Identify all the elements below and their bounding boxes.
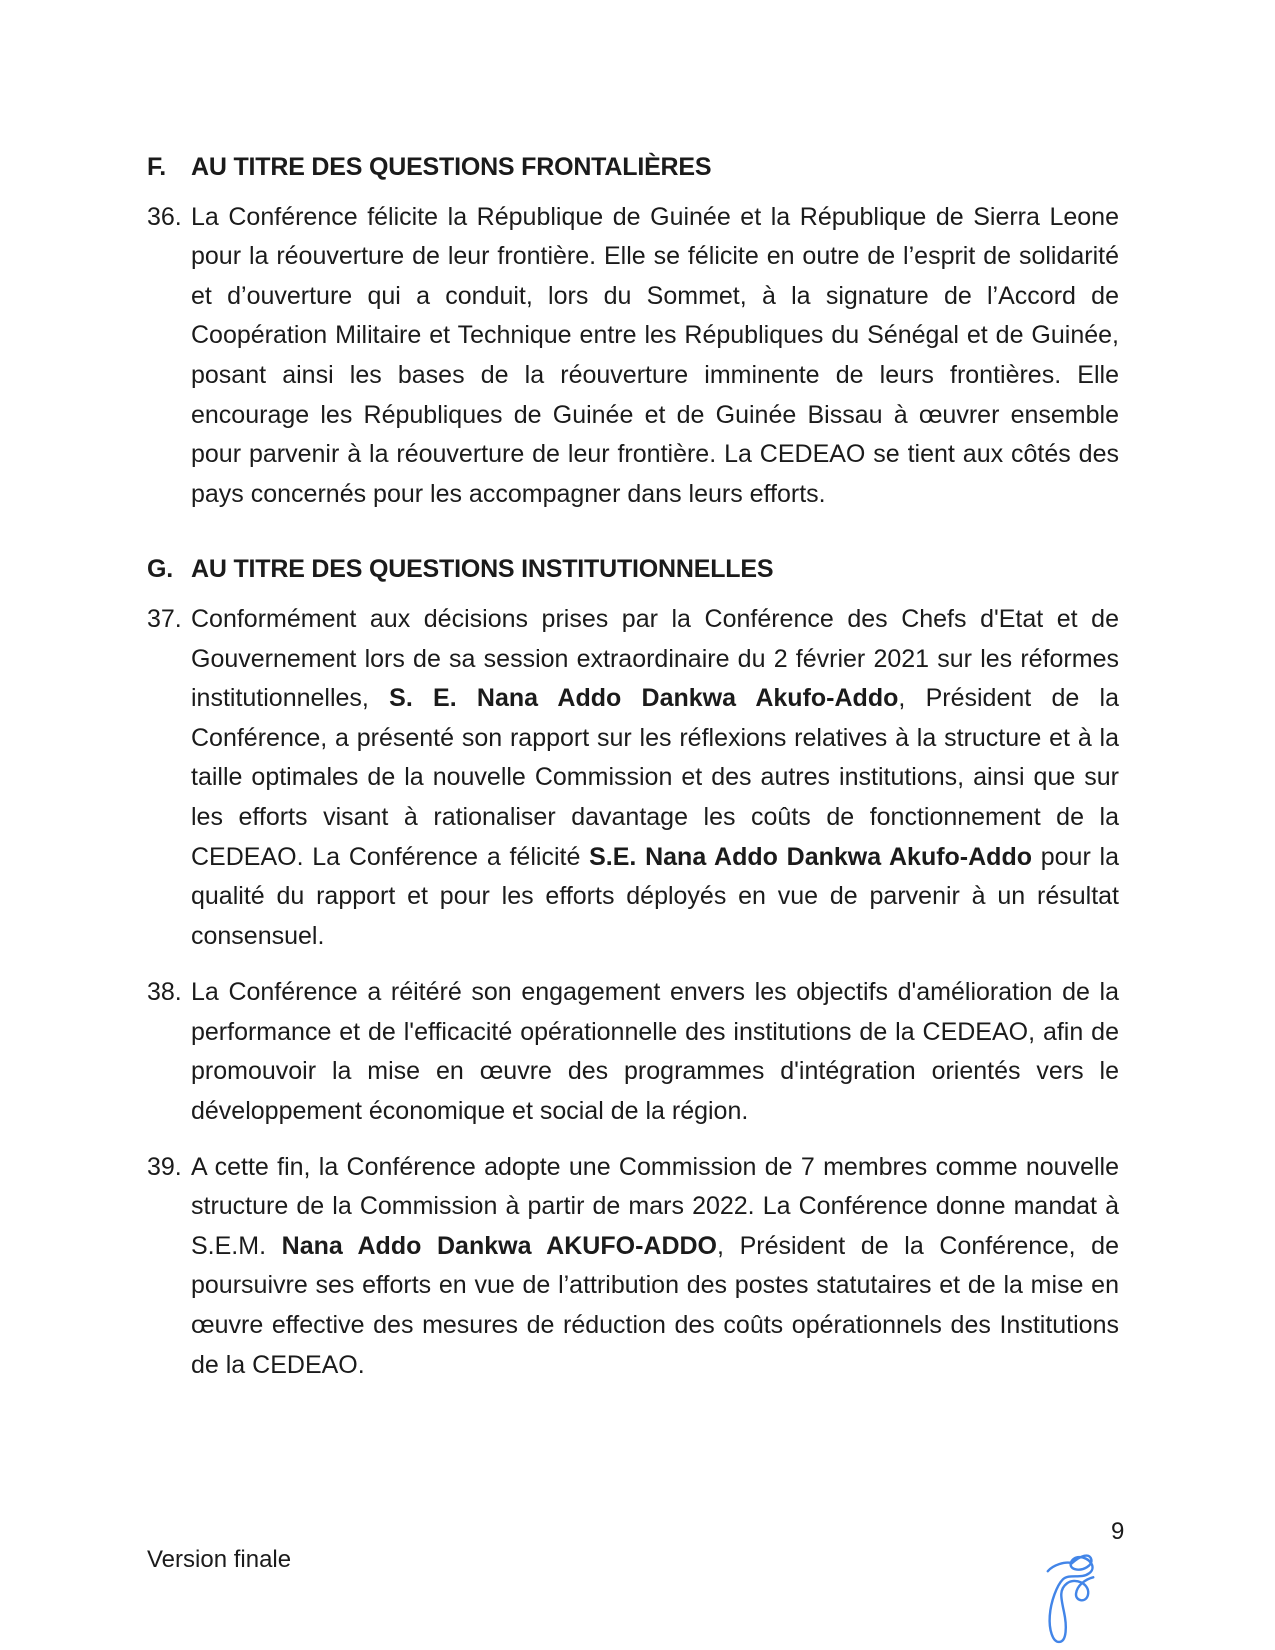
paragraph-37 — [147, 600, 1119, 956]
paragraph-39-number: 39. — [147, 1152, 182, 1181]
text-run: pour la qualité du rapport et pour les efforts déployés en vue de parvenir à un résultat consensuel. — [191, 842, 1119, 950]
section-g-letter: G. — [147, 555, 173, 584]
text-run: , Président de la Conférence, a présenté son rapport sur les réflexions relatives à la structure et à la taille optimales de la nouvelle Commission et des autres institutions, ainsi que sur les efforts visant à rationaliser davantage les coûts de fonctionnement de la CEDEAO. La Conférence a félicité — [191, 684, 1119, 871]
page-number: 9 — [1111, 1518, 1125, 1545]
section-questions-frontalieres — [147, 148, 1119, 514]
signature-scribble-icon — [1040, 1549, 1102, 1645]
text-run: Conformément aux décisions prises par la Conférence des Chefs d'Etat et de Gouvernement lors de sa session extraordinaire du 2 février 2021 sur les réformes institutionnelles, — [191, 604, 1119, 713]
paragraph-36 — [147, 198, 1119, 515]
section-f-letter: F. — [147, 153, 167, 181]
paragraph-39-text — [191, 1148, 1119, 1386]
bold-text-run: S.E. Nana Addo Dankwa Akufo-Addo — [589, 842, 1032, 871]
text-run: La Conférence a réitéré son engagement envers les objectifs d'amélioration de la performance et de l'efficacité opérationnelle des institutions de la CEDEAO, afin de promouvoir la mise en œuvre des programmes d'intégration orientés vers le développement économique et social de la région. — [191, 978, 1119, 1126]
paragraph-36-text — [191, 198, 1119, 515]
text-run: La Conférence félicite la République de Guinée et la République de Sierra Leone pour la réouverture de leur frontière. Elle se félicite en outre de l’esprit de solidarité et d’ouverture qui a conduit, lors du Sommet, à la signature de l’Accord de Coopération Militaire et Technique entre les Républiques du Sénégal et de Guinée, posant ainsi les bases de la réouverture imminente de leurs frontières. Elle encourage les Républiques de Guinée et de Guinée Bissau à œuvrer ensemble pour parvenir à la réouverture de leur frontière. La CEDEAO se tient aux côtés des pays concernés pour les accompagner dans leurs efforts. — [191, 202, 1119, 508]
footer-version-label: Version finale — [147, 1546, 292, 1573]
section-f-heading — [147, 148, 1119, 188]
paragraph-36-number: 36. — [147, 202, 182, 231]
paragraph-38-text — [191, 973, 1119, 1131]
paragraph-37-number: 37. — [147, 604, 182, 633]
bold-text-run: S. E. Nana Addo Dankwa Akufo-Addo — [389, 684, 899, 713]
text-run: A cette fin, la Conférence adopte une Commission de 7 membres comme nouvelle structure de la Commission à partir de mars 2022. La Conférence donne mandat à S.E.M. — [191, 1152, 1119, 1260]
paragraph-38 — [147, 973, 1119, 1131]
signature-path — [1048, 1556, 1093, 1642]
section-g-title: AU TITRE DES QUESTIONS INSTITUTIONNELLES — [191, 555, 774, 584]
section-questions-institutionnelles — [147, 550, 1119, 1385]
section-g-heading — [147, 550, 1119, 590]
section-f-title: AU TITRE DES QUESTIONS FRONTALIÈRES — [191, 153, 712, 181]
paragraph-39 — [147, 1148, 1119, 1386]
paragraph-38-number: 38. — [147, 978, 182, 1007]
paragraph-37-text — [191, 600, 1119, 956]
text-run: , Président de la Conférence, de poursuivre ses efforts en vue de l’attribution des postes statutaires et de la mise en œuvre effective des mesures de réduction des coûts opérationnels des Institutions de la CEDEAO. — [191, 1231, 1119, 1379]
bold-text-run: Nana Addo Dankwa AKUFO-ADDO — [281, 1231, 717, 1260]
document-body — [147, 148, 1119, 1385]
